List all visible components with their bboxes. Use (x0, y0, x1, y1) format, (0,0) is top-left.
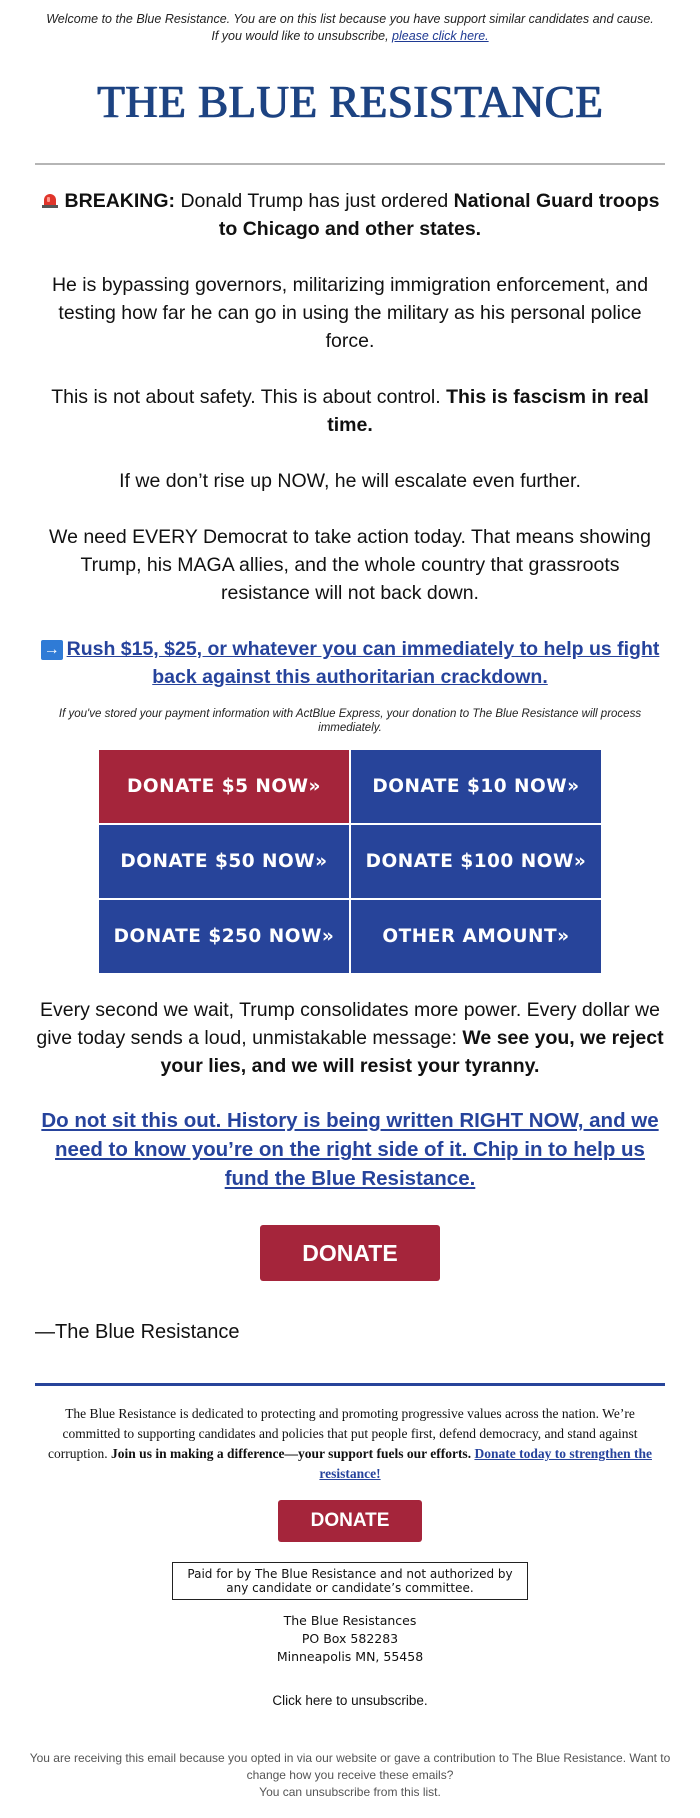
footer-donate-link[interactable]: Donate today to strengthen the resistance! (319, 1446, 652, 1481)
paragraph-control (35, 355, 665, 439)
footer-about-bold: Join us in making a difference—your support fuels our efforts. (111, 1446, 472, 1461)
breaking-lead: BREAKING: (64, 190, 176, 212)
final-notice-text: You are receiving this email because you opted in via our website or gave a contribution to The Blue Resistance. Want to change how you receive these emails? (29, 1751, 671, 1782)
donate-main-button[interactable]: DONATE (260, 1225, 440, 1281)
paragraph-rise-up: If we don’t rise up NOW, he will escalate even further. (119, 470, 581, 492)
donate-button-grid (98, 749, 602, 974)
mailing-address (35, 1612, 665, 1666)
breaking-bold: National Guard troops to Chicago and other states. (218, 190, 660, 240)
actblue-express-note: If you've stored your payment information with ActBlue Express, your donation to The Blue Resistance will process immediately. (58, 708, 642, 734)
paragraph-every-second-text: Every second we wait, Trump consolidates more power. Every dollar we give today sends a loud, unmistakable message: (36, 999, 660, 1049)
logo-text: THE BLUE RESISTANCE (97, 77, 603, 127)
unsubscribe-link[interactable]: Click here to unsubscribe. (272, 1693, 428, 1708)
footer-about (35, 1404, 665, 1484)
signoff: —The Blue Resistance (35, 1321, 240, 1343)
rush-cta (35, 607, 665, 691)
footer-donate-button[interactable]: DONATE (278, 1500, 422, 1542)
breaking-text: Donald Trump has just ordered (180, 190, 449, 212)
unsubscribe-link-top[interactable]: please click here. (392, 29, 489, 43)
message-body (35, 165, 665, 691)
address-line: Minneapolis MN, 55458 (276, 1649, 424, 1664)
history-cta (35, 1080, 665, 1193)
message-body-continued (35, 974, 665, 1193)
preheader (45, 0, 655, 45)
donate-10-button[interactable]: DONATE $10 NOW» (350, 749, 602, 824)
donate-other-amount-button[interactable]: OTHER AMOUNT» (350, 899, 602, 974)
paragraph-every-second (35, 974, 665, 1080)
siren-icon (41, 188, 59, 202)
breaking-paragraph (35, 165, 665, 243)
paragraph-governors: He is bypassing governors, militarizing immigration enforcement, and testing how far he can go in using the military as his personal police force. (51, 274, 649, 352)
footer-divider (35, 1383, 665, 1386)
paid-for-disclaimer: Paid for by The Blue Resistance and not authorized by any candidate or candidate’s committee. (172, 1562, 528, 1600)
donate-5-button[interactable]: DONATE $5 NOW» (98, 749, 350, 824)
paragraph-control-text: This is not about safety. This is about control. (51, 386, 441, 408)
logo (0, 75, 700, 129)
address-line: The Blue Resistances (283, 1613, 417, 1628)
donate-250-button[interactable]: DONATE $250 NOW» (98, 899, 350, 974)
paragraph-every-democrat: We need EVERY Democrat to take action today. That means showing Trump, his MAGA allies, and the whole country that grassroots resistance will not back down. (49, 526, 651, 604)
donate-50-button[interactable]: DONATE $50 NOW» (98, 824, 350, 899)
paragraph-control-bold: This is fascism in real time. (327, 386, 649, 436)
address-line: PO Box 582283 (301, 1631, 399, 1646)
history-cta-link[interactable]: Do not sit this out. History is being written RIGHT NOW, and we need to know you’re on the right side of it. Chip in to help us fund the Blue Resistance. (41, 1109, 659, 1190)
footer-about-text: The Blue Resistance is dedicated to protecting and promoting progressive values across the nation. We’re committed to supporting candidates and policies that put people first, defend democracy, and stand against corruption. (48, 1406, 638, 1461)
rush-cta-link[interactable]: Rush $15, $25, or whatever you can immediately to help us fight back against this authoritarian crackdown. (66, 638, 660, 688)
final-unsubscribe-text[interactable]: You can unsubscribe from this list. (259, 1785, 441, 1799)
donate-100-button[interactable]: DONATE $100 NOW» (350, 824, 602, 899)
preheader-text: Welcome to the Blue Resistance. You are on this list because you have support similar candidates and cause. If you would like to unsubscribe, (46, 12, 654, 43)
arrow-right-icon: → (41, 640, 63, 660)
final-notice (20, 1750, 680, 1801)
paragraph-every-second-bold: We see you, we reject your lies, and we will resist your tyranny. (160, 1027, 664, 1077)
